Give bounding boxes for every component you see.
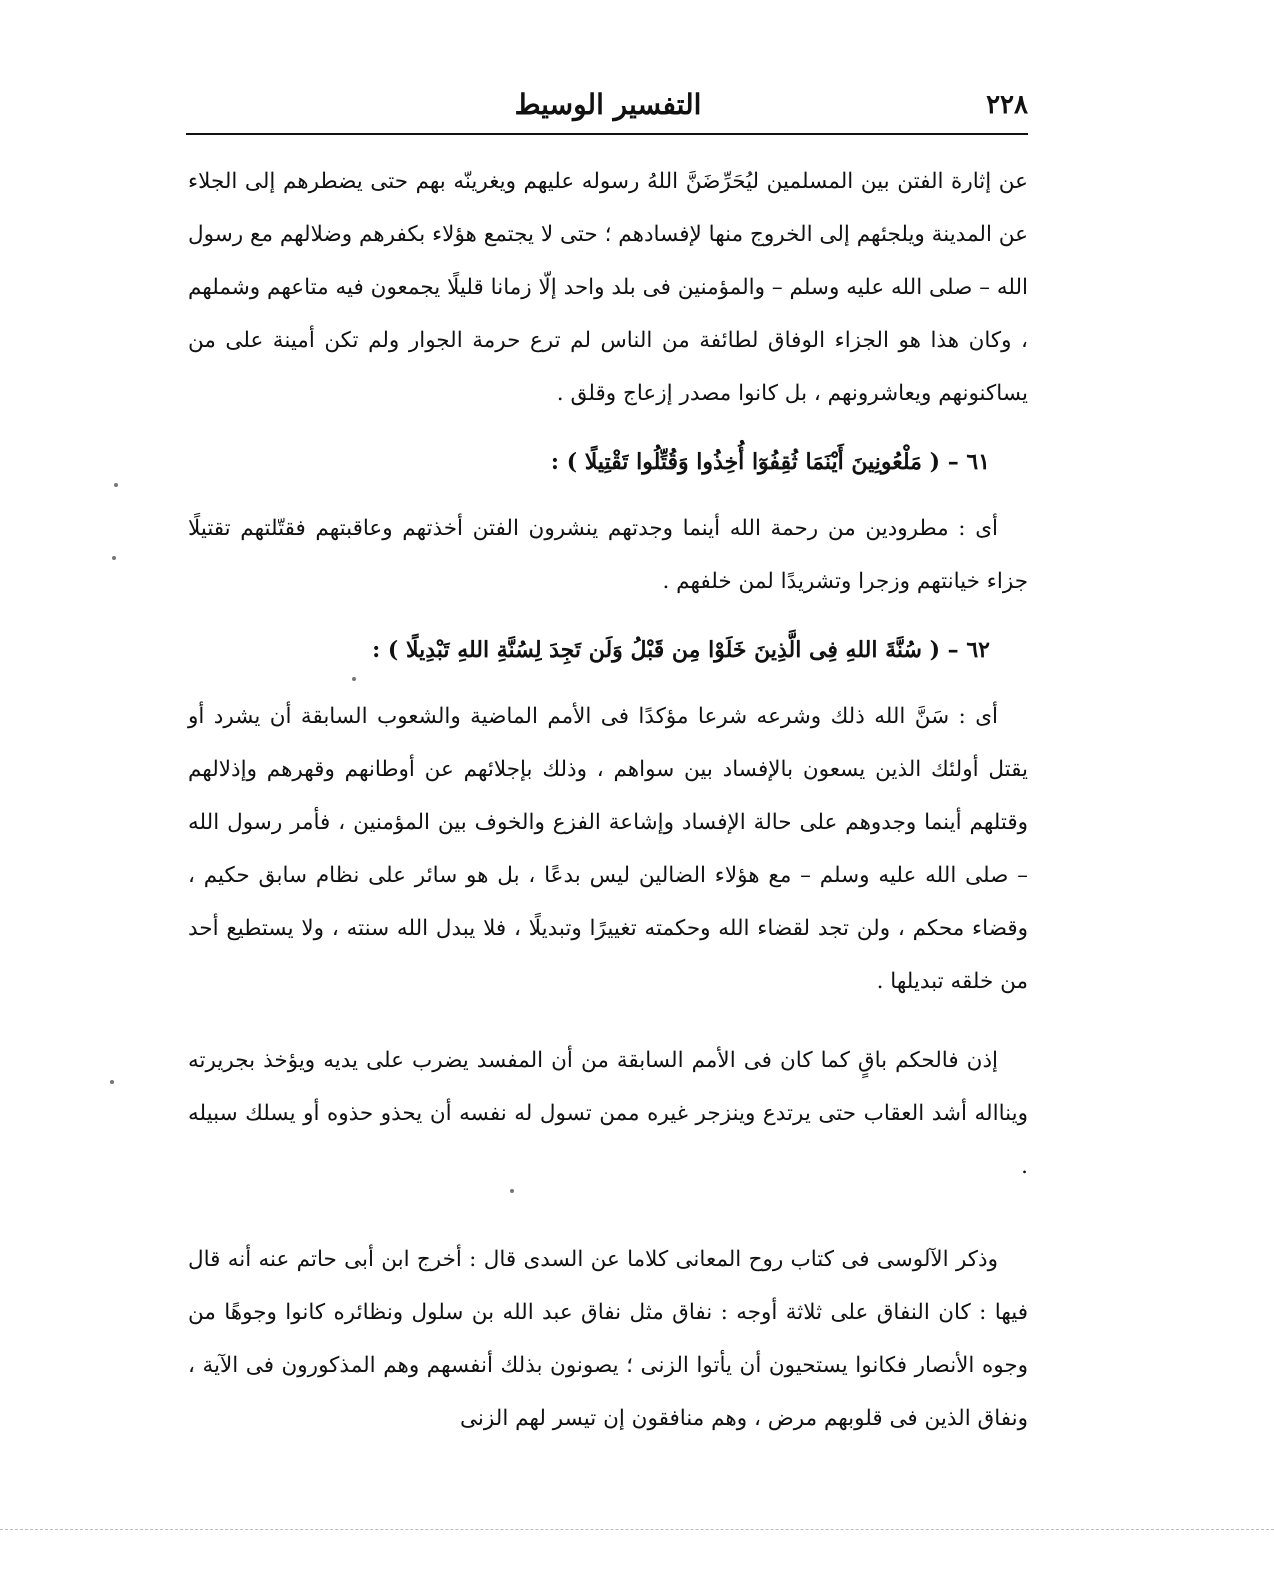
paragraph-5: وذكر الآلوسى فى كتاب روح المعانى كلاما عن السدى قال : أخرج ابن أبى حاتم عنه أنه قال فيها : كان النفاق على ثلاثة أوجه : نفاق مثل نفاق عبد الله بن سلول ونظائره كانوا وجوهًا من وجوه الأنصار فكانوا يستحيون أن يأتوا الزنى ؛ يصونون بذلك أنفسهم وهم المذكورون فى الآية ، ونفاق الذين فى قلوبهم مرض ، وهم منافقون إن تيسر لهم الزنى — [188, 1247, 1028, 1431]
page-number: ٢٢٨ — [986, 90, 1028, 120]
paragraph-2: أى : مطرودين من رحمة الله أينما وجدتهم ينشرون الفتن أخذتهم وعاقبتهم فقتّلتهم تقتيلًا جزاء خيانتهم وزجرا وتشريدًا لمن خلفهم . — [188, 516, 1028, 594]
page-header — [188, 86, 1028, 126]
scan-speck — [112, 556, 116, 560]
paragraph-1: عن إثارة الفتن بين المسلمين ليُحَرِّضَنَّ اللهُ رسوله عليهم ويغرينّه بهم حتى يضطرهم إلى الجلاء عن المدينة ويلجئهم إلى الخروج منها لإفسادهم ؛ حتى لا يجتمع هؤلاء بكفرهم وضلالهم مع رسول الله – صلى الله عليه وسلم – والمؤمنين فى بلد واحد إلّا زمانا قليلًا يجمعون فيه متاعهم وشملهم ، وكان هذا هو الجزاء الوفاق لطائفة من الناس لم ترع حرمة الجوار ولم تكن أمينة على من يساكنونهم ويعاشرونهم ، بل كانوا مصدر إزعاج وقلق . — [188, 169, 1028, 406]
scan-speck — [352, 677, 356, 681]
verse-61: ٦١ – ( مَلْعُونِينَ أَيْنَمَا ثُقِفُوٓا أُخِذُوا وَقُتِّلُوا تَقْتِيلًا ) : — [550, 449, 990, 475]
scan-speck — [510, 1189, 514, 1193]
scan-edge-line — [0, 1529, 1274, 1530]
page-body — [188, 155, 1028, 1445]
book-title: التفسير الوسيط — [514, 88, 702, 121]
paragraph-3: أى : سَنَّ الله ذلك وشرعه شرعا مؤكدًا فى الأمم الماضية والشعوب السابقة أن يشرد أو يقتل أولئك الذين يسعون بالإفساد بين سواهم ، وذلك بإجلائهم عن أوطانهم وقهرهم وإذلالهم وقتلهم أينما وجدوهم على حالة الإفساد وإشاعة الفزع والخوف بين المؤمنين ، فأمر رسول الله – صلى الله عليه وسلم – مع هؤلاء الضالين ليس بدعًا ، بل هو سائر على نظام سابق حكيم ، وقضاء محكم ، ولن تجد لقضاء الله وحكمته تغييرًا وتبديلًا ، فلا يبدل الله سنته ، ولا يستطيع أحد من خلقه تبديلها . — [188, 704, 1028, 994]
verse-62: ٦٢ – ( سُنَّةَ اللهِ فِى الَّذِينَ خَلَوْا مِن قَبْلُ وَلَن تَجِدَ لِسُنَّةِ اللهِ تَبْدِيلًا ) : — [372, 637, 990, 663]
scan-speck — [114, 483, 118, 487]
header-rule — [186, 133, 1028, 135]
scan-speck — [110, 1080, 114, 1084]
paragraph-4: إذن فالحكم باقٍ كما كان فى الأمم السابقة من أن المفسد يضرب على يديه ويؤخذ بجريرته وينااله أشد العقاب حتى يرتدع وينزجر غيره ممن تسول له نفسه أن يحذو حذوه أو يسلك سبيله . — [188, 1048, 1028, 1179]
